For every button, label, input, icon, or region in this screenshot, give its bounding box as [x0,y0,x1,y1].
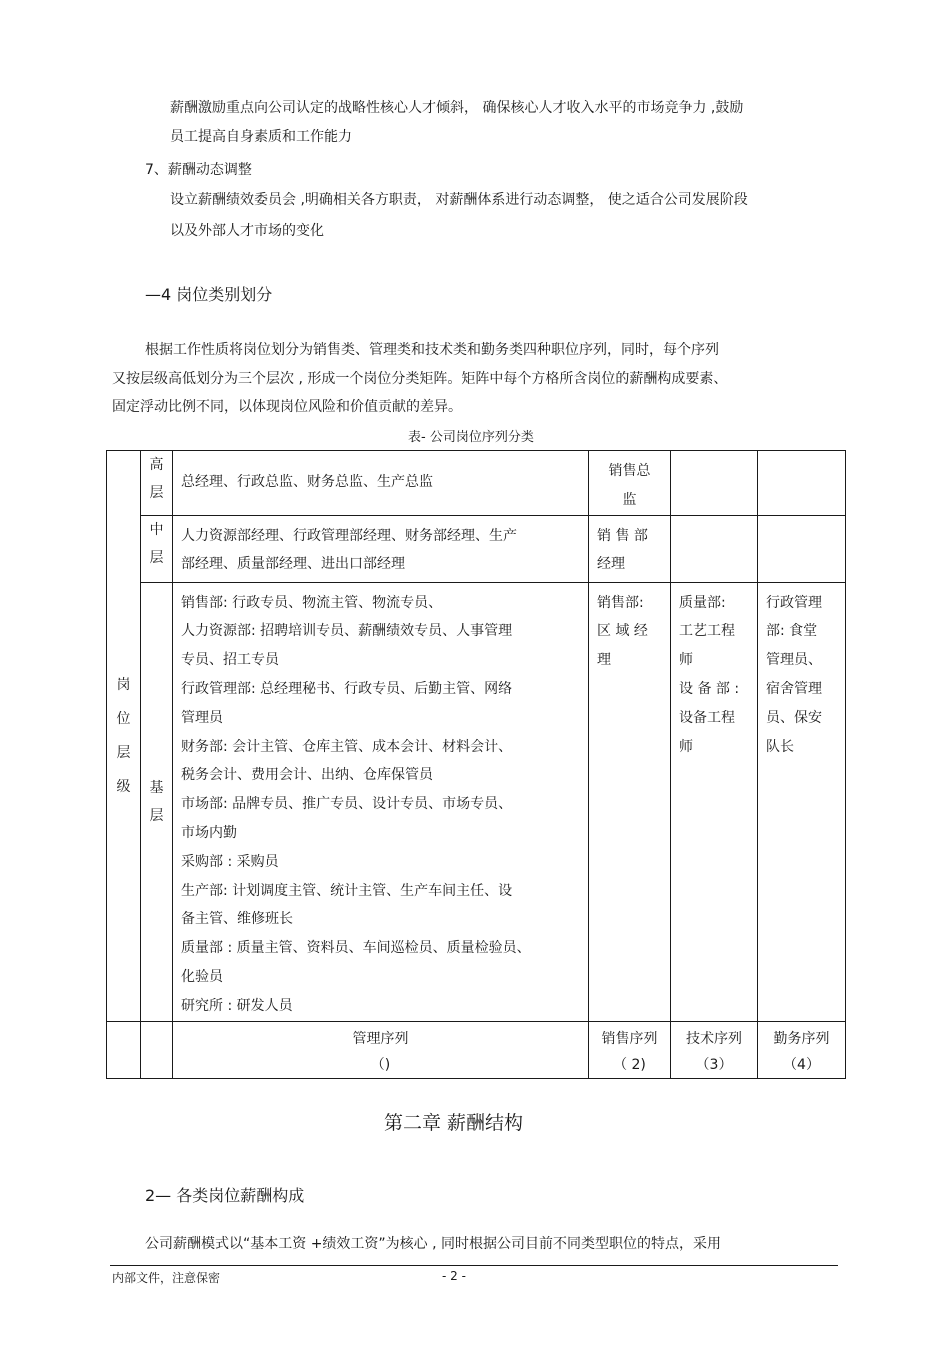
body-line: 固定浮动比例不同，以体现岗位风险和价值贡献的差异。 [112,399,462,415]
cell-sequence-blank [107,1021,141,1078]
cell-base-service: 行政管理 部: 食堂 管理员、 宿舍管理 员、保安 队长 [758,582,846,1021]
intro-paragraph-line: 员工提高自身素质和工作能力 [170,129,352,145]
table-row-high [107,451,846,516]
sequence-technical: 技术序列 （3） [671,1021,758,1078]
intro-paragraph-line: 薪酬激励重点向公司认定的战略性核心人才倾斜， 确保核心人才收入水平的市场竞争力 ,鼓励 [170,100,744,116]
cell-base-management: 销售部: 行政专员、物流主管、物流专员、 人力资源部: 招聘培训专员、薪酬绩效专员、人事管理 专员、招工专员 行政管理部: 总经理秘书、行政专员、后勤主管、网络 管理员 财务部: 会计主管、仓库主管、成本会计、材料会计、 税务会计、费用会计、出纳、仓库保管员 市场部: 品牌专员、推广专员、设计专员、市场专员、 市场内勤 采购部 : 采购员 生产部: 计划调度主管、统计主管、生产车间主任、设 备主管、维修班长 质量部 : 质量主管、资料员、车间巡检员、质量检验员、 化验员 研究所 : 研发人员 [173,582,589,1021]
table-row-base [107,582,846,1021]
section-heading: —4 岗位类别划分 [145,285,273,304]
level-middle: 中 层 [141,515,173,582]
table-caption: 表- 公司岗位序列分类 [408,430,534,445]
cell-high-management: 总经理、行政总监、财务总监、生产总监 [173,451,589,516]
item-7-title: 7、薪酬动态调整 [145,162,252,178]
cell-high-sales: 销售总 监 [589,451,671,516]
row-header-position-level: 岗 位 层 级 [107,451,141,1022]
level-base: 基 层 [141,582,173,1021]
table-row-middle [107,515,846,582]
sequence-management: 管理序列 （) [173,1021,589,1078]
cell-base-sales: 销售部: 区 域 经 理 [589,582,671,1021]
position-sequence-table [106,450,846,1079]
cell-high-technical [671,451,758,516]
intro-paragraph-line: 以及外部人才市场的变化 [170,223,324,239]
section-heading: 2— 各类岗位薪酬构成 [145,1186,305,1205]
cell-middle-management: 人力资源部经理、行政管理部经理、财务部经理、生产 部经理、质量部经理、进出口部经理 [173,515,589,582]
cell-middle-sales: 销 售 部 经理 [589,515,671,582]
table-row-sequence [107,1021,846,1078]
intro-paragraph-line: 设立薪酬绩效委员会 ,明确相关各方职责， 对薪酬体系进行动态调整， 使之适合公司发展阶段 [170,192,748,208]
body-line: 又按层级高低划分为三个层次 , 形成一个岗位分类矩阵。矩阵中每个方格所含岗位的薪酬构成要素、 [112,371,728,387]
cell-base-technical: 质量部: 工艺工程 师 设 备 部 : 设备工程 师 [671,582,758,1021]
footer-divider [110,1265,838,1266]
level-high: 高 层 [141,451,173,516]
cell-middle-technical [671,515,758,582]
body-line: 根据工作性质将岗位划分为销售类、管理类和技术类和勤务类四种职位序列，同时，每个序列 [145,342,719,358]
chapter-title: 第二章 薪酬结构 [384,1112,524,1134]
cell-sequence-blank [141,1021,173,1078]
cell-middle-service [758,515,846,582]
sequence-service: 勤务序列 （4） [758,1021,846,1078]
page-number: - 2 - [442,1269,466,1283]
cell-high-service [758,451,846,516]
footer-confidential: 内部文件，注意保密 [112,1271,221,1285]
sequence-sales: 销售序列 （ 2) [589,1021,671,1078]
body-line: 公司薪酬模式以“基本工资 +绩效工资”为核心 , 同时根据公司目前不同类型职位的特点，采用 [145,1236,722,1252]
